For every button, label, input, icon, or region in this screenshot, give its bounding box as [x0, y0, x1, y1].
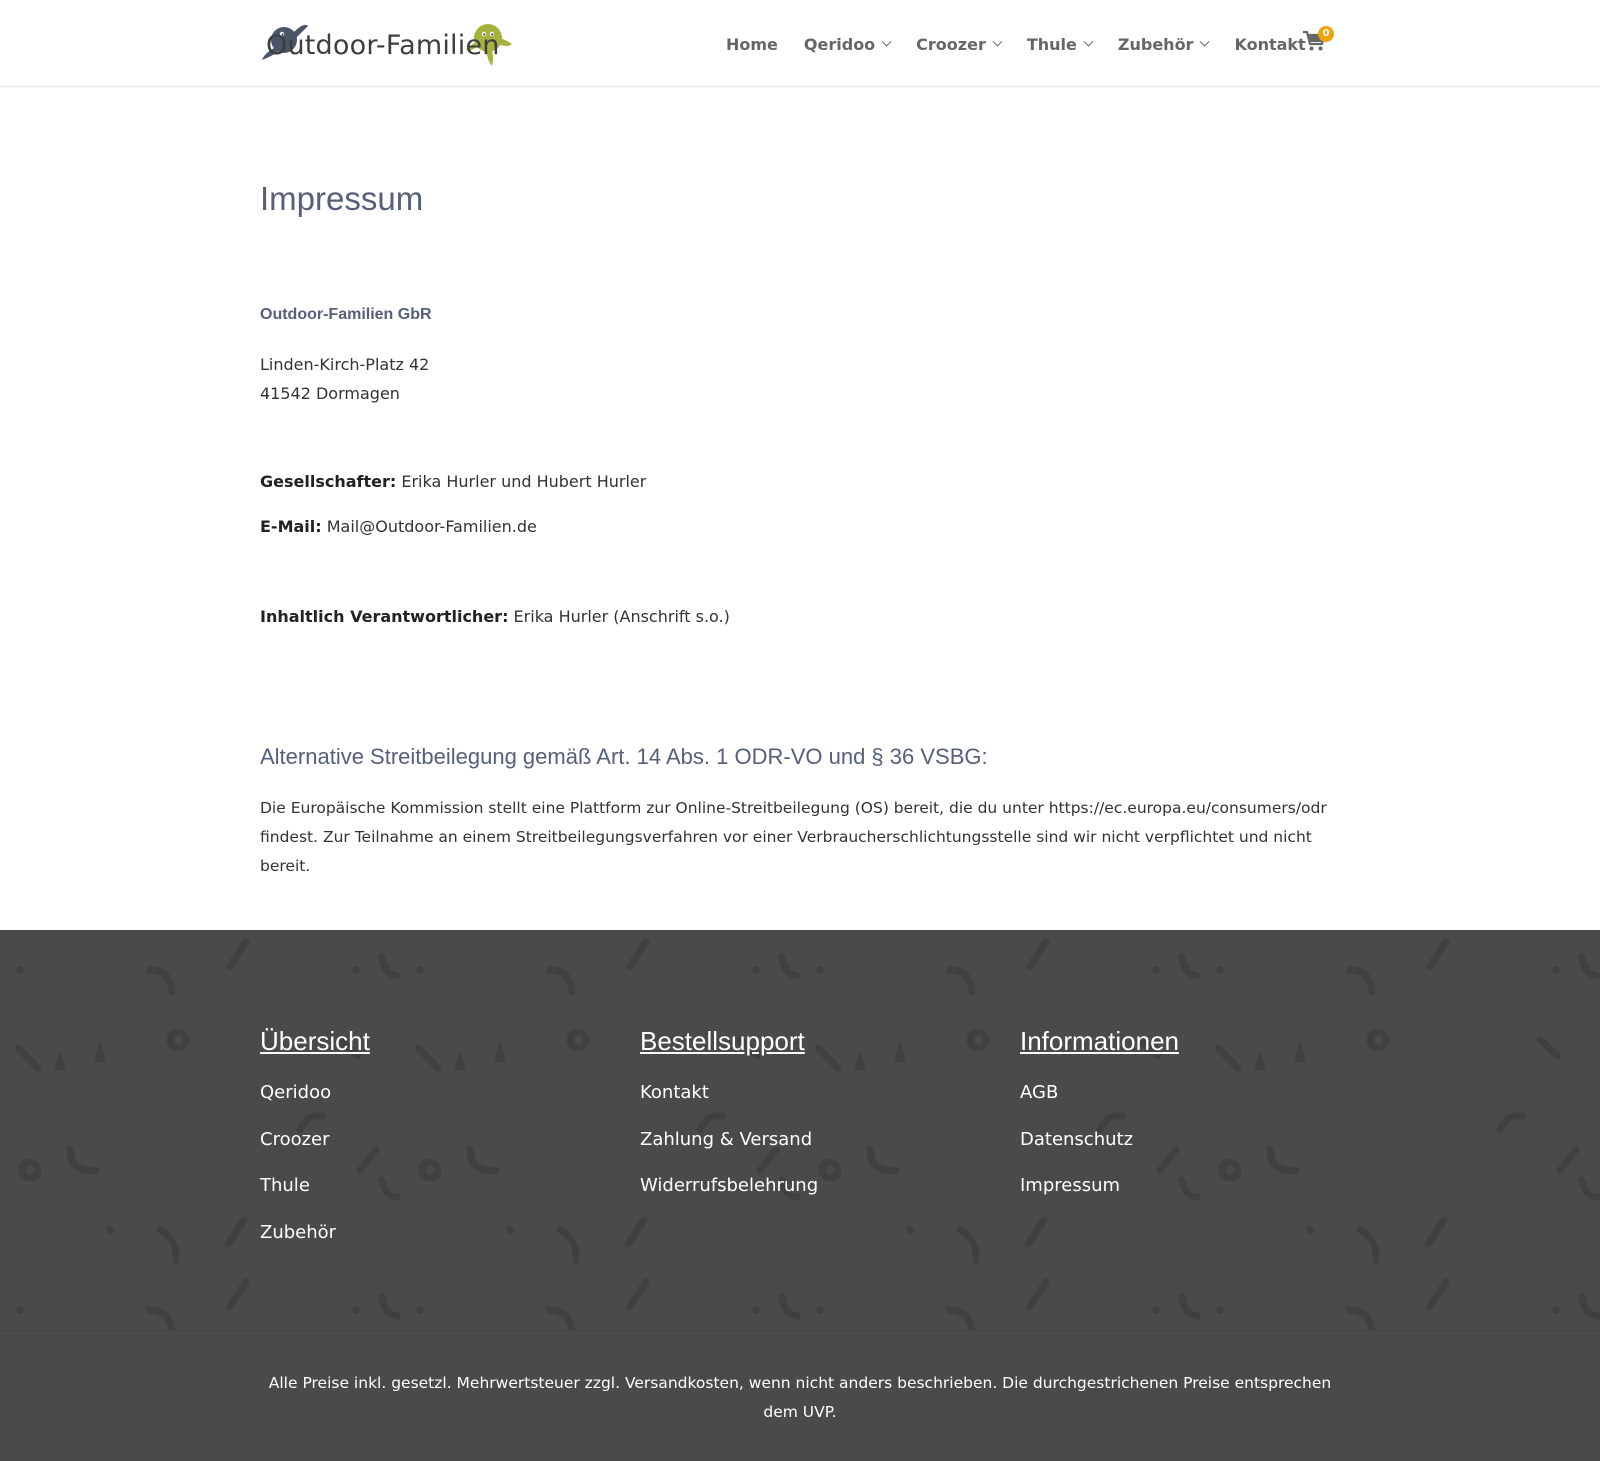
nav-kontakt[interactable]: [1234, 35, 1305, 54]
footer-bottom-bar: [0, 1330, 1600, 1461]
cart-count-badge: 0: [1318, 26, 1334, 42]
cart-button[interactable]: [1302, 30, 1330, 54]
responsible-value: Erika Hurler (Anschrift s.o.): [508, 607, 730, 626]
partners-line: [260, 472, 646, 491]
footer-heading-informationen: Informationen: [1020, 1026, 1179, 1056]
chevron-down-icon: [1200, 36, 1210, 46]
site-logo[interactable]: [260, 14, 520, 72]
footer-link-zahlung-versand[interactable]: Zahlung & Versand: [640, 1129, 813, 1150]
footer-link-widerrufsbelehrung[interactable]: Widerrufsbelehrung: [640, 1175, 819, 1196]
nav-zubehoer[interactable]: [1118, 35, 1209, 54]
nav-croozer-label: Croozer: [916, 34, 986, 54]
footer-link-croozer[interactable]: Croozer: [260, 1129, 330, 1150]
nav-home[interactable]: [726, 35, 778, 54]
nav-kontakt-label: Kontakt: [1234, 34, 1306, 54]
nav-thule[interactable]: [1027, 35, 1092, 54]
email-value: Mail@Outdoor-Familien.de: [321, 517, 537, 536]
responsible-label: Inhaltlich Verantwortlicher:: [260, 607, 509, 626]
site-header: [0, 0, 1600, 87]
footer-link-zubehoer[interactable]: Zubehör: [260, 1222, 337, 1243]
nav-qeridoo[interactable]: [804, 35, 890, 54]
page-title: Impressum: [260, 180, 424, 217]
responsible-line: [260, 607, 730, 626]
price-notice: Alle Preise inkl. gesetzl. Mehrwertsteuer zzgl. Versandkosten, wenn nicht anders beschrieben. Die durchgestrichenen Preise entsprechen dem UVP.: [268, 1374, 1332, 1421]
footer-link-kontakt[interactable]: Kontakt: [640, 1082, 709, 1103]
footer-heading-uebersicht: Übersicht: [260, 1026, 370, 1056]
footer-link-agb[interactable]: AGB: [1020, 1082, 1059, 1103]
chevron-down-icon: [882, 36, 892, 46]
footer-link-impressum[interactable]: Impressum: [1020, 1175, 1121, 1196]
address-street: Linden-Kirch-Platz 42: [260, 355, 430, 374]
footer-link-qeridoo[interactable]: Qeridoo: [260, 1082, 332, 1103]
footer-column-bestellsupport: [640, 1026, 980, 1266]
email-label: E-Mail:: [260, 517, 322, 536]
chevron-down-icon: [992, 36, 1002, 46]
nav-thule-label: Thule: [1026, 34, 1077, 54]
footer-heading-bestellsupport: Bestellsupport: [640, 1026, 805, 1056]
footer-link-thule[interactable]: Thule: [260, 1175, 310, 1196]
email-line: [260, 517, 537, 536]
logo-text: Outdoor-Familien: [266, 30, 500, 61]
odr-heading: Alternative Streitbeilegung gemäß Art. 14 Abs. 1 ODR-VO und § 36 VSBG:: [260, 744, 988, 769]
main-navigation: [726, 32, 1332, 56]
nav-croozer[interactable]: [916, 35, 1001, 54]
site-footer: [0, 930, 1600, 1330]
nav-home-label: Home: [726, 34, 778, 54]
company-name: Outdoor-Familien GbR: [260, 306, 432, 323]
odr-paragraph: Die Europäische Kommission stellt eine Plattform zur Online-Streitbeilegung (OS) bereit, die du unter https://ec.europa.eu/consumers/odr findest. Zur Teilnahme an einem Streitbeilegungsverfahren vor einer Verbraucherschlichtungsstelle sind wir nicht verpflichtet und nicht bereit.: [260, 799, 1327, 875]
nav-qeridoo-label: Qeridoo: [803, 34, 876, 54]
footer-column-uebersicht: [260, 1026, 600, 1266]
address-city: 41542 Dormagen: [260, 384, 400, 403]
footer-column-informationen: [1020, 1026, 1340, 1266]
nav-zubehoer-label: Zubehör: [1117, 34, 1194, 54]
partners-value: Erika Hurler und Hubert Hurler: [396, 472, 647, 491]
chevron-down-icon: [1083, 36, 1093, 46]
footer-link-datenschutz[interactable]: Datenschutz: [1020, 1129, 1134, 1150]
partners-label: Gesellschafter:: [260, 472, 397, 491]
